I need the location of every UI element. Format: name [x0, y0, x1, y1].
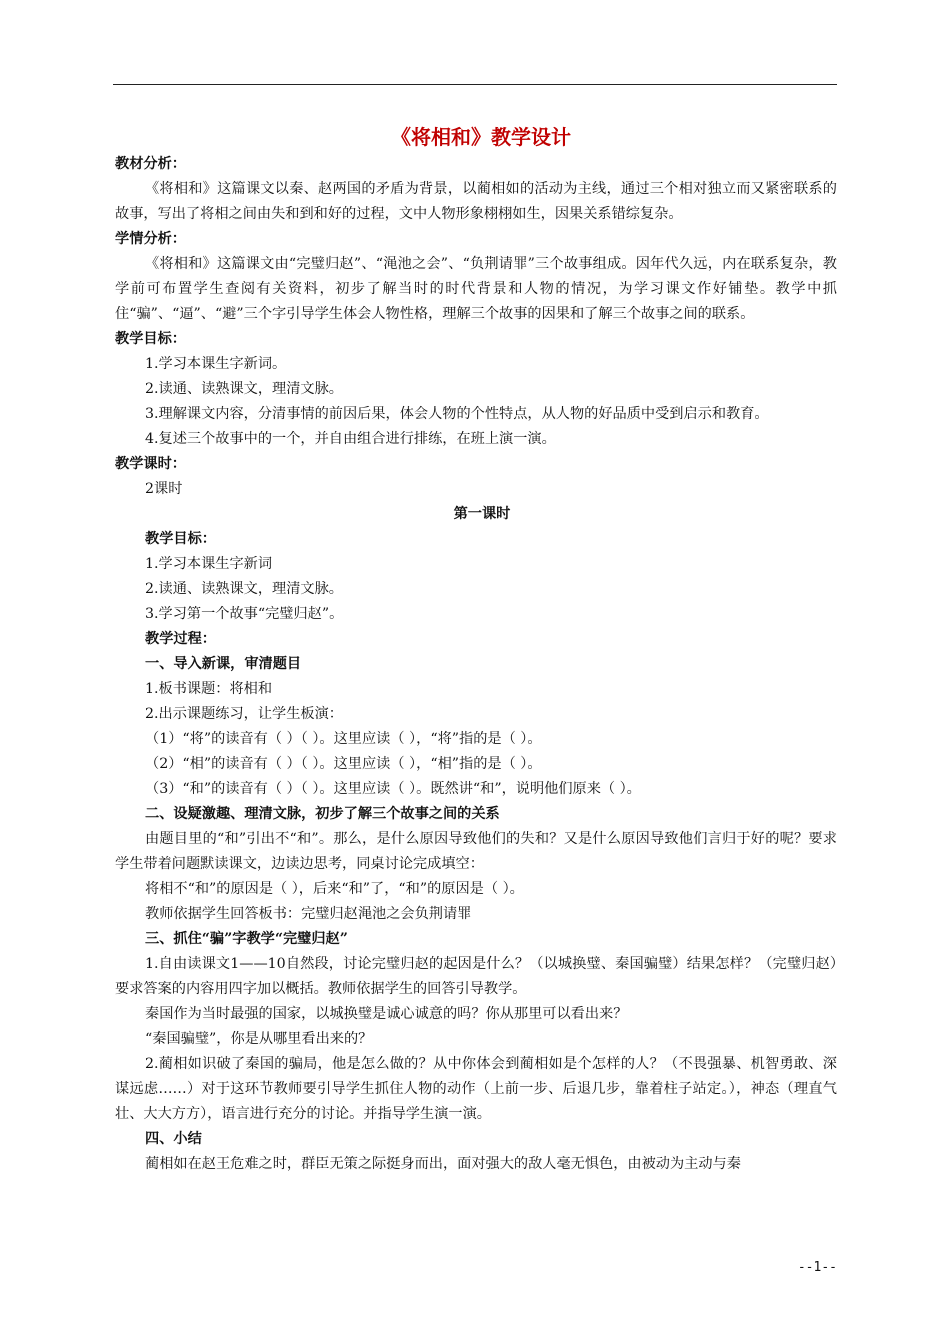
section-heading: 教学目标： [115, 331, 186, 347]
list-item: 1.学习本课生字新词 [145, 556, 273, 572]
list-item: 2.读通、读熟课文，理清文脉。 [145, 381, 343, 397]
section-heading: 教材分析： [115, 156, 186, 172]
paragraph: 由题目里的“和”引出不“和”。那么，是什么原因导致他们的失和？又是什么原因导致他们言归于好的呢？要求学生带着问题默读课文，边读边思考，同桌讨论完成填空： [115, 831, 837, 872]
paragraph: 秦国作为当时最强的国家，以城换璧是诚心诚意的吗？你从那里可以看出来？ [145, 1006, 628, 1022]
list-item: 1.板书课题：将相和 [145, 681, 273, 697]
paragraph: 蔺相如在赵王危难之时，群臣无策之际挺身而出，面对强大的敌人毫无惧色，由被动为主动与秦 [145, 1156, 741, 1172]
list-item: 1.学习本课生字新词。 [145, 356, 287, 372]
paragraph: 《将相和》这篇课文以秦、赵两国的矛盾为背景，以蔺相如的活动为主线，通过三个相对独立而又紧密联系的故事，写出了将相之间由失和到和好的过程，文中人物形象栩栩如生，因果关系错综复杂。 [115, 181, 837, 222]
list-item: 4.复述三个故事中的一个，并自由组合进行排练，在班上演一演。 [145, 431, 556, 447]
page-number: --1-- [797, 1260, 837, 1275]
header-rule [113, 84, 837, 85]
exercise-item: （1）“将”的读音有（ ）（ ）。这里应读（ ），“将”指的是（ ）。 [145, 731, 542, 747]
step-heading: 一、导入新课，审清题目 [145, 656, 302, 672]
paragraph: 将相不“和”的原因是（ ），后来“和”了，“和”的原因是（ ）。 [145, 881, 524, 897]
paragraph: 教师依据学生回答板书：完璧归赵渑池之会负荆请罪 [145, 906, 472, 922]
step-heading: 二、设疑激趣、理清文脉，初步了解三个故事之间的关系 [145, 806, 500, 822]
section-heading: 教学课时： [115, 456, 186, 472]
paragraph: 1.自由读课文1——10自然段，讨论完璧归赵的起因是什么？（以城换璧、秦国骗璧）结果怎样？（完璧归赵）要求答案的内容用四字加以概括。教师依据学生的回答引导教学。 [115, 956, 837, 997]
step-heading: 四、小结 [145, 1131, 202, 1147]
paragraph: 2课时 [145, 481, 183, 497]
section-heading: 学情分析： [115, 231, 186, 247]
step-heading: 三、抓住“骗”字教学“完璧归赵” [145, 931, 348, 947]
list-item: 3.理解课文内容，分清事情的前因后果，体会人物的个性特点，从人物的好品质中受到启示和教育。 [145, 406, 769, 422]
paragraph: “秦国骗璧”，你是从哪里看出来的？ [145, 1031, 373, 1047]
document-title: 《将相和》教学设计 [391, 125, 571, 149]
paragraph: 《将相和》这篇课文由“完璧归赵”、“渑池之会”、“负荆请罪”三个故事组成。因年代久远，内在联系复杂，教学前可布置学生查阅有关资料，初步了解当时的时代背景和人物的情况，为学习课文作好铺垫。教学中抓住“骗”、“逼”、“避”三个字引导学生体会人物性格，理解三个故事的因果和了解三个故事之间的联系。 [115, 256, 837, 322]
section-heading: 教学目标： [145, 531, 216, 547]
exercise-item: （3）“和”的读音有（ ）（ ）。这里应读（ ）。既然讲“和”，说明他们原来（ ）。 [145, 781, 641, 797]
exercise-item: （2）“相”的读音有（ ）（ ）。这里应读（ ），“相”指的是（ ）。 [145, 756, 542, 772]
lesson-heading: 第一课时 [453, 506, 511, 522]
list-item: 3.学习第一个故事“完璧归赵”。 [145, 606, 344, 622]
paragraph: 2.蔺相如识破了秦国的骗局，他是怎么做的？从中你体会到蔺相如是个怎样的人？（不畏强暴、机智勇敢、深谋远虑……）对于这环节教师要引导学生抓住人物的动作（上前一步、后退几步，靠着柱子站定。），神态（理直气壮、大大方方），语言进行充分的讨论。并指导学生演一演。 [115, 1056, 837, 1122]
list-item: 2.读通、读熟课文，理清文脉。 [145, 581, 343, 597]
section-heading: 教学过程： [145, 631, 216, 647]
list-item: 2.出示课题练习，让学生板演： [145, 706, 343, 722]
document-body [115, 122, 837, 1177]
